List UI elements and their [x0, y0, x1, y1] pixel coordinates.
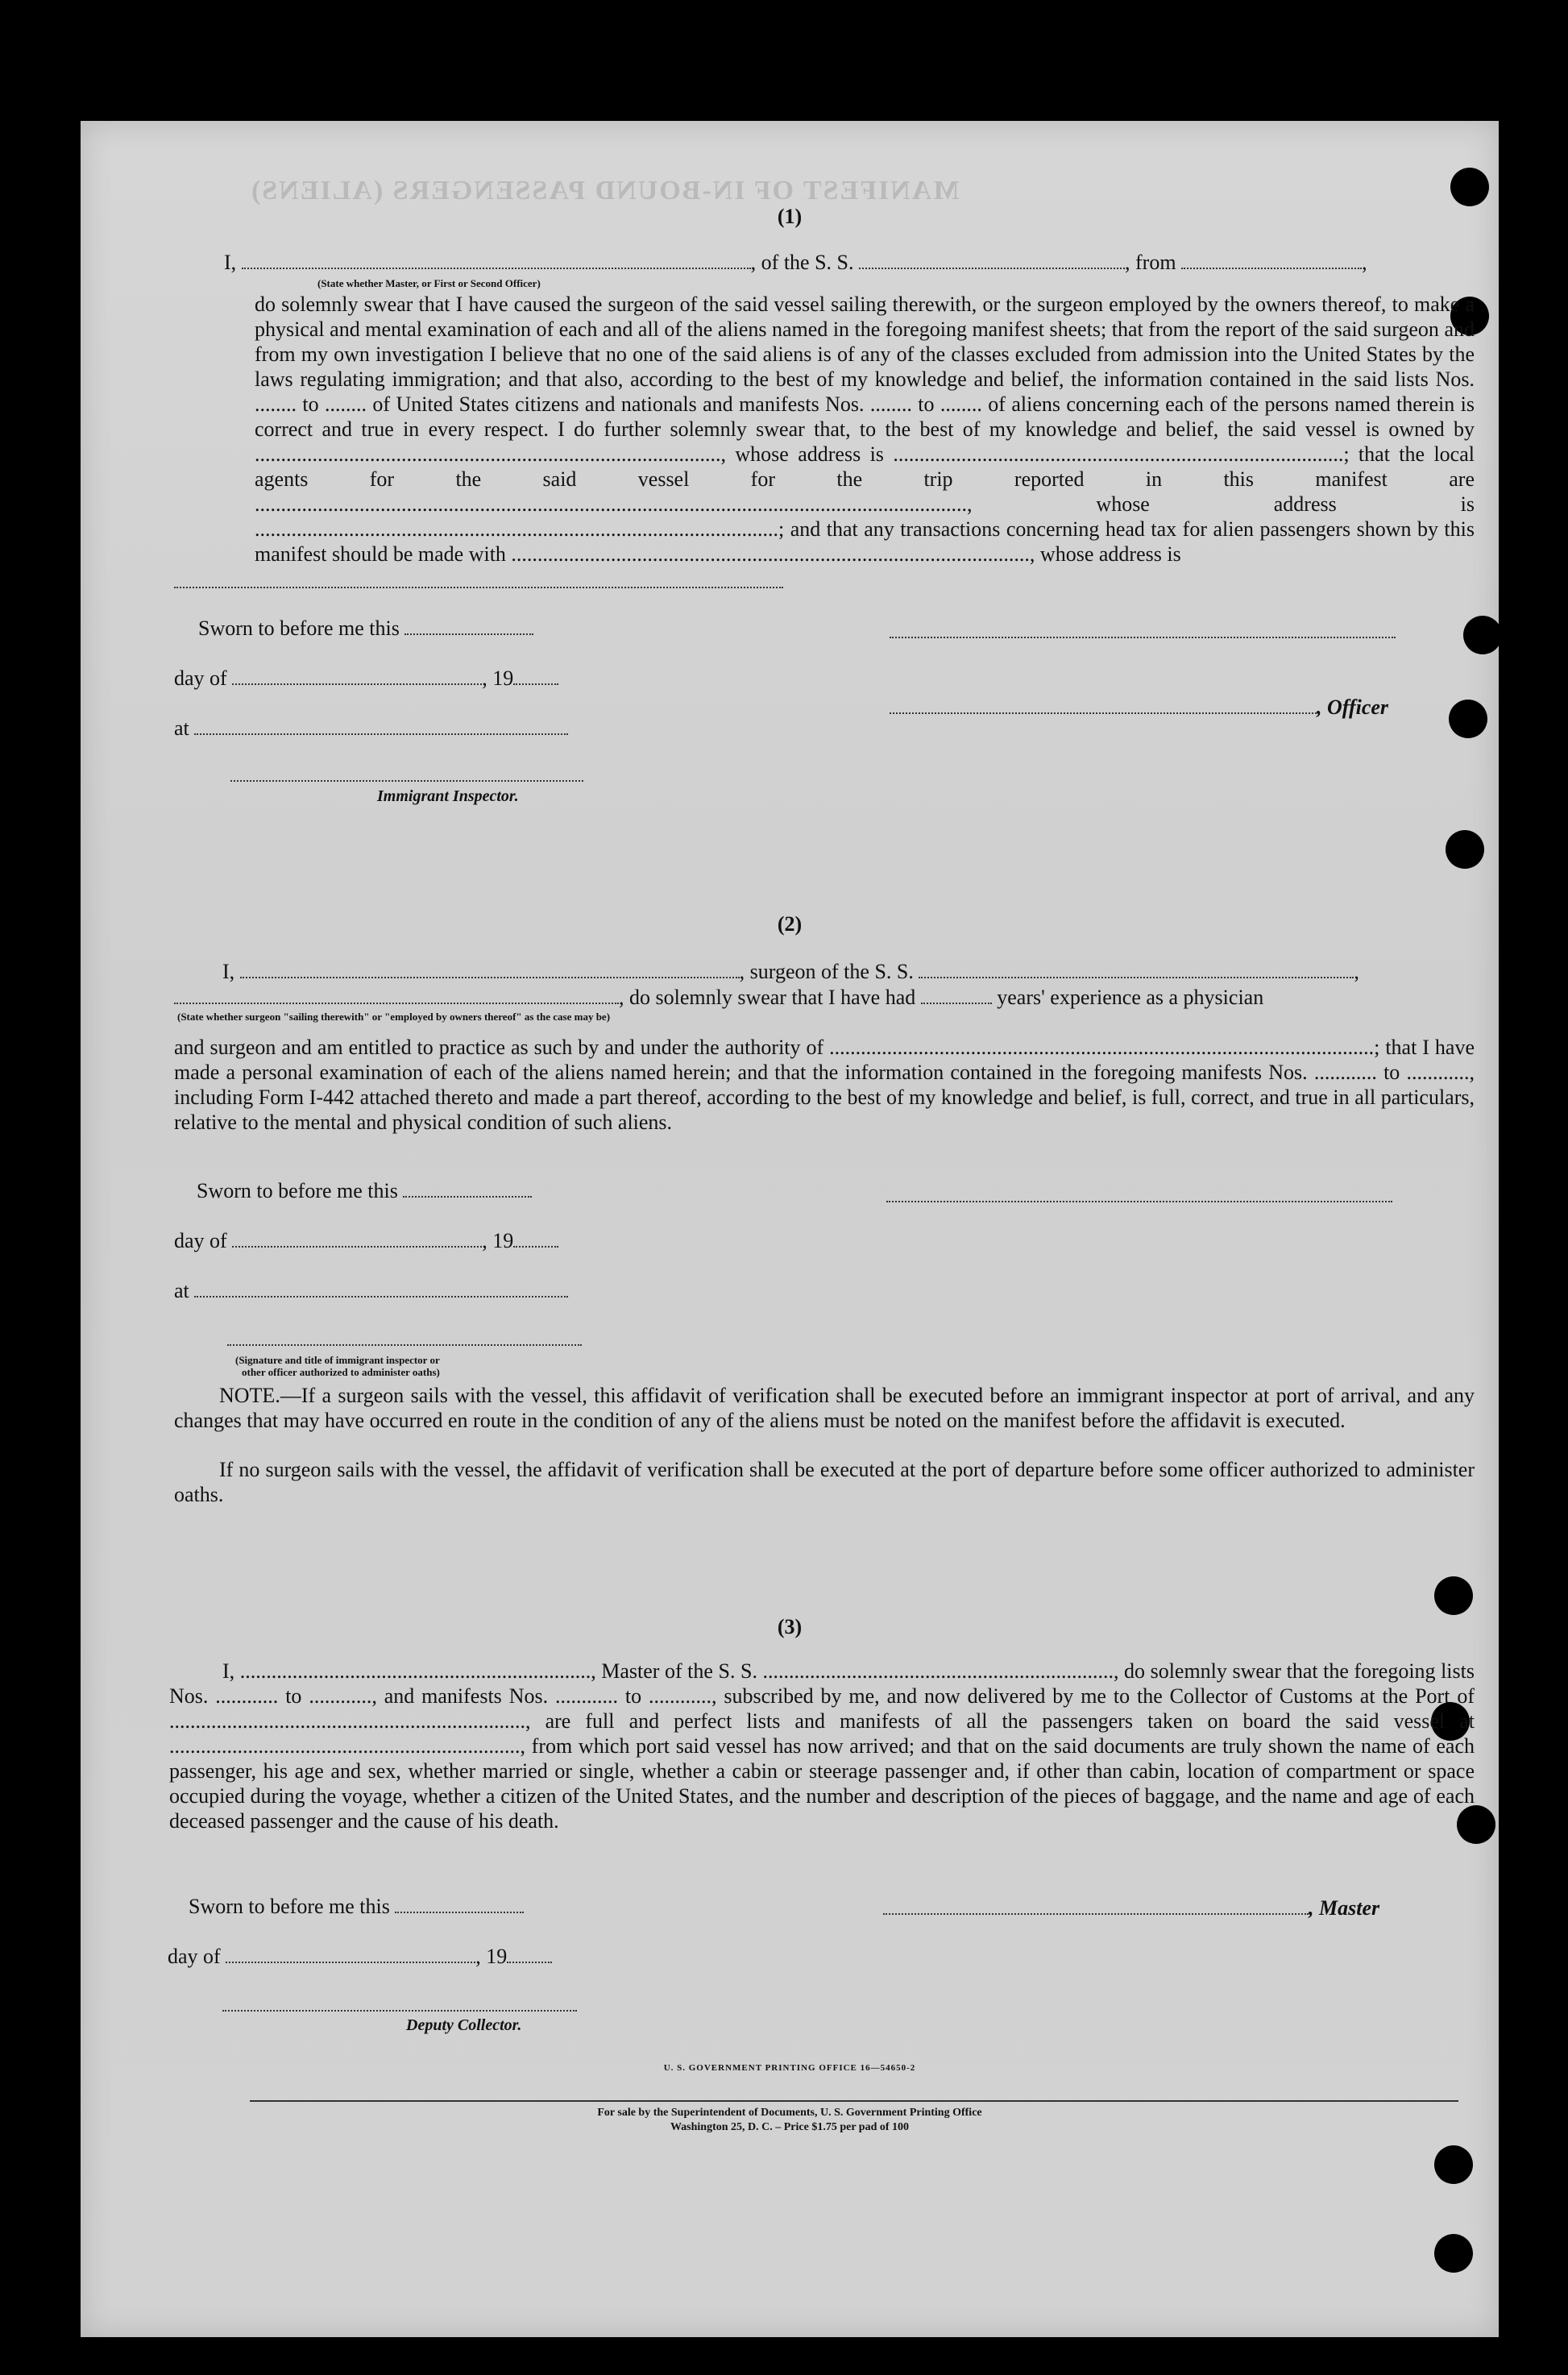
section-1-sworn: Sworn to before me this	[198, 616, 533, 641]
footer-rule	[250, 2100, 1458, 2102]
punch-hole	[1434, 2145, 1473, 2184]
section-1-day: day of , 19	[174, 666, 558, 691]
punch-hole	[1450, 168, 1489, 206]
section-1-body: do solemnly swear that I have caused the surgeon of the said vessel sailing therewith, or the surgeon employed by the owners thereof, to make a physical and mental examination of each and all of the aliens named in the foregoing manifest sheets; that from the report of the said surgeon and from my own investigation I believe that no one of the said aliens is of any of the classes excluded from admission into the United States by the laws regulating immigration; and that also, according to the best of my knowledge and belief, the information contained in the said lists Nos. ........ to ........ of United States citizens and nationals and manifests Nos. ........ to ........ of aliens concerning each of the persons named therein is correct and true in every respect. I do further solemnly swear that, to the best of my knowledge and belief, the said vessel is owned by ........................................................................................., whose address is ......................................................................................; that the local agents for the said vessel for the trip reported in this manifest are ........................................................................................................................................, whose address is ....................................................................................................; and that any transactions concerning head tax for alien passengers shown by this manifest should be made with ..................................................................................................., whose address is	[255, 293, 1475, 566]
punch-hole	[1463, 616, 1502, 654]
section-2-sworn: Sworn to before me this	[197, 1178, 532, 1203]
punch-hole	[1434, 2234, 1473, 2273]
section-2-body: and surgeon and am entitled to practice as such by and under the authority of ........................................................................................................; that I have made a personal examination of each of the aliens named herein; and that the information contained in the foregoing manifests Nos. ............ to ............, including Form I-442 attached thereto and made a part thereof, according to the best of my knowledge and belief, is full, correct, and true in all particulars, relative to the mental and physical condition of such aliens.	[174, 1036, 1475, 1134]
section-3-number: (3)	[777, 1615, 803, 1638]
note-paragraph: NOTE.—If a surgeon sails with the vessel, this affidavit of verification shall be executed before an immigrant inspector at port of arrival, and any changes that may have occurred en route in the condition of any of the aliens must be noted on the manifest before the affidavit is executed.	[174, 1384, 1475, 1432]
signature-caption-1: (Signature and title of immigrant inspector or	[235, 1354, 440, 1366]
section-2-line-2: , do solemnly swear that I have had years' experience as a physician	[174, 985, 1263, 1010]
punch-hole	[1446, 830, 1484, 869]
note-paragraph-2: If no surgeon sails with the vessel, the affidavit of verification shall be executed at the port of departure before some officer authorized to administer oaths.	[174, 1458, 1475, 1506]
surgeon-signature-line	[886, 1201, 1392, 1202]
section-3-sworn: Sworn to before me this	[189, 1894, 524, 1919]
section-2-number: (2)	[777, 912, 803, 936]
officer-signature: , Officer	[890, 695, 1388, 720]
form-page	[81, 121, 1499, 2337]
officer-signature-line	[227, 1344, 582, 1346]
collector-signature-line	[222, 2010, 577, 2012]
section-1-number: (1)	[777, 205, 803, 228]
signature-line	[890, 637, 1396, 638]
section-1-line-1: I, , of the S. S. , from ,	[224, 251, 1367, 274]
section-3-day: day of , 19	[168, 1944, 552, 1969]
section-2-at: at	[174, 1278, 568, 1303]
section-1-at: at	[174, 716, 568, 741]
footer-sale-line-1: For sale by the Superintendent of Documents, U. S. Government Printing Office	[597, 2107, 982, 2119]
signature-caption-2: other officer authorized to administer oaths)	[242, 1366, 440, 1378]
master-signature: , Master	[883, 1895, 1379, 1920]
punch-hole	[1434, 1576, 1473, 1615]
address-line	[174, 587, 783, 588]
section-2-note: (State whether surgeon "sailing therewith" or "employed by owners thereof" as the case may be)	[177, 1011, 611, 1023]
punch-hole	[1449, 700, 1487, 738]
section-3-body: I, ..................................................................., Master of the S. S. ..................................................................., do solemnly swear that the foregoing lists Nos. ............ to ............, and manifests Nos. ............ to ............, subscribed by me, and now delivered by me to the Collector of Customs at the Port of ...................................................................., are full and perfect lists and manifests of all the passengers taken on board the said vessel at ..................................................................., from which port said vessel has now arrived; and that on the said documents are truly shown the name of each passenger, his age and sex, whether married or single, whether a cabin or steerage passenger and, if other than cabin, location of compartment or space occupied during the voyage, whether a citizen of the United States, and the number and description of the pieces of baggage, and the name and age of each deceased passenger and the cause of his death.	[169, 1659, 1475, 1833]
section-1-note: (State whether Master, or First or Second Officer)	[317, 277, 541, 289]
gpo-imprint: U. S. GOVERNMENT PRINTING OFFICE 16—54650-2	[663, 2063, 916, 2073]
inspector-signature-line	[230, 780, 583, 782]
section-2-day: day of , 19	[174, 1228, 558, 1253]
deputy-collector-caption: Deputy Collector.	[406, 2016, 522, 2034]
bleed-through-text: MANIFEST OF IN-BOUND PASSENGERS (ALIENS)	[250, 176, 960, 206]
footer-sale-line-2: Washington 25, D. C. – Price $1.75 per pad of 100	[670, 2121, 910, 2133]
immigrant-inspector-caption: Immigrant Inspector.	[377, 787, 519, 805]
section-2-line-1: I, , surgeon of the S. S. ,	[222, 960, 1359, 983]
